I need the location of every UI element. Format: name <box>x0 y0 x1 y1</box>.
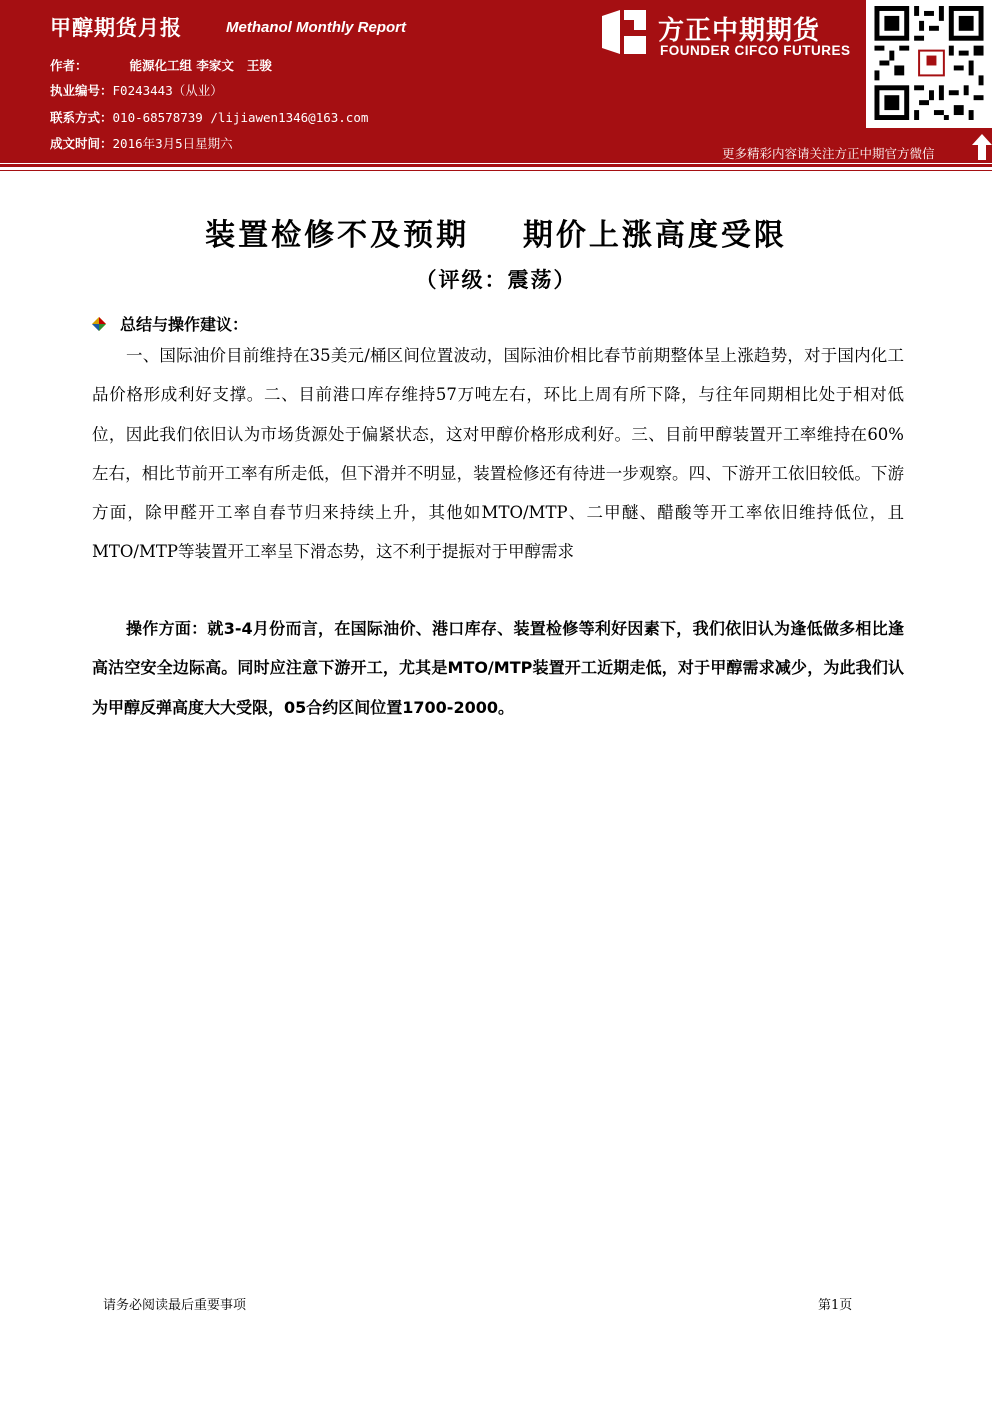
company-name-en: FOUNDER CIFCO FUTURES <box>660 43 851 58</box>
report-title: 装置检修不及预期 期价上涨高度受限 <box>205 218 787 253</box>
page-number: 第1页 <box>818 1298 853 1313</box>
report-series-title: 甲醇期货月报 <box>50 16 182 40</box>
company-name-cn: 方正中期期货 <box>658 16 821 46</box>
author-line <box>50 56 272 74</box>
qr-code-icon <box>874 6 984 120</box>
license-value: F0243443（从业） <box>112 83 223 98</box>
license-label: 执业编号： <box>50 83 113 98</box>
diamond-bullet-icon <box>92 317 106 331</box>
header-rule <box>0 164 992 167</box>
report-rating: （评级：震荡） <box>415 267 577 292</box>
license-line <box>50 81 223 99</box>
arrow-up-icon <box>972 134 992 160</box>
summary-paragraph: 一、国际油价目前维持在35美元/桶区间位置波动，国际油价相比春节前期整体呈上涨趋势，对于国内化工品价格形成利好支撑。二、目前港口库存维持57万吨左右，环比上周有所下降，与往年同期相比处于相对低位，因此我们依旧认为市场货源处于偏紧状态，这对甲醇价格形成利好。三、目前甲醇装置开工率维持在60%左右，相比节前开工率有所走低，但下滑并不明显，装置检修还有待进一步观察。四、下游开工依旧较低。下游方面，除甲醛开工率自春节归来持续上升，其他如MTO/MTP、二甲醚、醋酸等开工率依旧维持低位，且MTO/MTP等装置开工率呈下滑态势，这不利于提振对于甲醇需求 <box>92 346 904 562</box>
operation-paragraph: 操作方面：就3-4月份而言，在国际油价、港口库存、装置检修等利好因素下，我们依旧认为逢低做多相比逢高沽空安全边际高。同时应注意下游开工，尤其是MTO/MTP装置开工近期走低，对于甲醇需求减少，为此我们认为甲醇反弹高度大大受限，05合约区间位置1700-2000。 <box>92 619 904 717</box>
section-heading <box>92 312 248 335</box>
date-line <box>50 134 233 152</box>
report-series-title-en: Methanol Monthly Report <box>226 19 406 36</box>
wechat-qr-code <box>866 0 992 128</box>
contact-value: 010-68578739 /lijiawen1346@163.com <box>112 110 369 125</box>
header-banner <box>0 0 992 163</box>
date-value: 2016年3月5日星期六 <box>112 136 233 151</box>
footer-notice: 请务必阅读最后重要事项 <box>103 1298 247 1313</box>
contact-line <box>50 108 368 126</box>
author-label: 作者： <box>50 58 88 73</box>
author-names: 能源化工组 李家文 王骏 <box>129 58 272 73</box>
contact-label: 联系方式： <box>50 110 113 125</box>
date-label: 成文时间： <box>50 136 113 151</box>
company-logo-icon <box>602 10 646 54</box>
header-rule-thin <box>0 170 992 171</box>
follow-wechat-text: 更多精彩内容请关注方正中期官方微信 <box>722 146 935 161</box>
section-heading-text: 总结与操作建议： <box>120 315 249 334</box>
